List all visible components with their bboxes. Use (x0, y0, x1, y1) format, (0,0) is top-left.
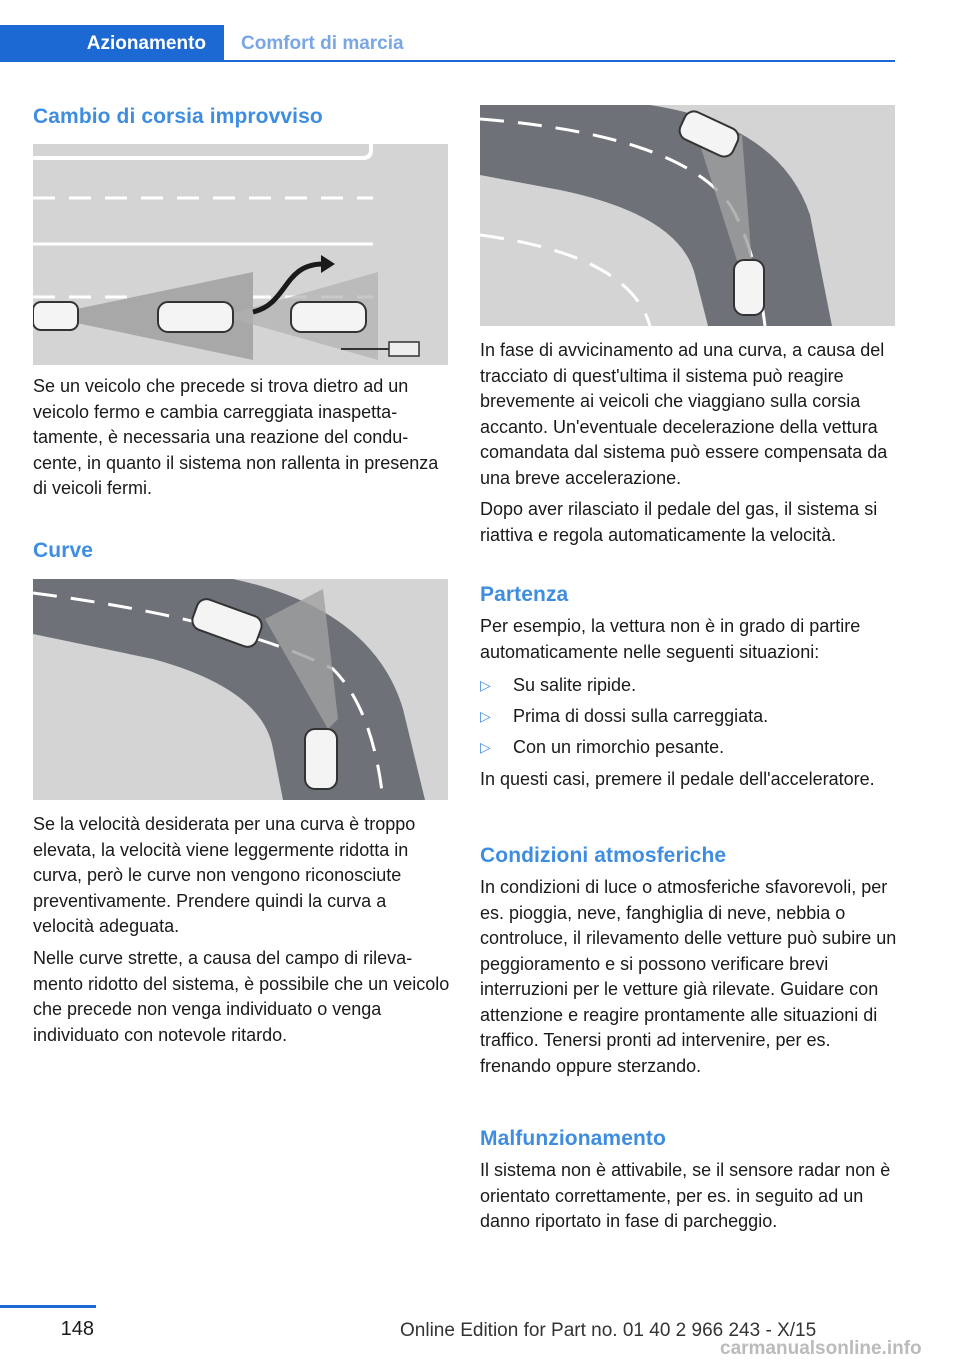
paragraph-curve-2: Nelle curve strette, a causa del campo di rilevamento ridotto del sistema, è possibile che un veicolo che precede non venga individuato o venga individuato con notevole ritardo. (33, 948, 450, 1045)
paragraph-cambio-corsia: Se un veicolo che precede si trova dietro ad un veicolo fermo e cambia carreggiata inaspettatamente, è necessaria una reazione del conducente, in quanto il sistema non rallenta in presenza di veicoli fermi. (33, 376, 439, 498)
paragraph-acceleratore: In questi casi, premere il pedale dell'acceleratore. (480, 769, 875, 789)
paragraph-malfunzionamento: Il sistema non è attivabile, se il sensore radar non è orientato correttamente, per es. in seguito ad un danno riportato in fase di parcheggio. (480, 1160, 891, 1231)
paragraph-pedale-gas: Dopo aver rilasciato il pedale del gas, il sistema si riattiva e regola automaticamente la velocità. (480, 499, 878, 545)
illustration-curve-left (33, 579, 448, 800)
tab-azionamento[interactable]: Azionamento (0, 25, 224, 62)
heading-curve: Curve (33, 539, 94, 562)
partenza-list (480, 673, 900, 766)
footer-divider (0, 1305, 96, 1308)
heading-partenza: Partenza (480, 583, 569, 606)
header-divider (224, 60, 895, 62)
illustration-curve-right (480, 105, 895, 326)
bullet-triangle-icon: ▷ (480, 677, 491, 693)
bullet-triangle-icon: ▷ (480, 708, 491, 724)
illustration-lane-change (33, 144, 448, 365)
bullet-triangle-icon: ▷ (480, 739, 491, 755)
heading-cambio-corsia: Cambio di corsia improvviso (33, 105, 323, 128)
list-item: ▷ Prima di dossi sulla carreggiata. (480, 704, 900, 730)
edition-text: Online Edition for Part no. 01 40 2 966 243 - X/15 (400, 1320, 817, 1341)
header (0, 25, 895, 63)
list-item: ▷ Con un rimorchio pesante. (480, 735, 900, 761)
paragraph-curve-1: Se la velocità desiderata per una curva è troppo elevata, la velocità viene leggermente ridotta in curva, però le curve non vengono riconosciute preventivamente. Prendere quindi la curva a velocità adeguata. (33, 814, 416, 936)
watermark: carmanualsonline.info (720, 1338, 922, 1359)
page-number: 148 (60, 1318, 94, 1340)
paragraph-condizioni: In condizioni di luce o atmosferiche sfavorevoli, per es. pioggia, neve, fanghiglia di neve, nebbia o controluce, il rilevamento delle vetture può subire un peggioramento e si possono verificare brevi interruzioni per le vetture già rilevate. Guidare con attenzione e reagire prontamente alle situazioni di traffico. Tenersi pronti ad intervenire, per es. frenando oppure sterzando. (480, 877, 897, 1076)
heading-malfunzionamento: Malfunzionamento (480, 1127, 666, 1150)
tab-comfort-di-marcia[interactable]: Comfort di marcia (241, 32, 404, 54)
list-item: ▷ Su salite ripide. (480, 673, 900, 699)
heading-condizioni-atmosferiche: Condizioni atmosferiche (480, 844, 727, 867)
paragraph-partenza: Per esempio, la vettura non è in grado di partire automaticamente nelle seguenti situazioni: (480, 616, 861, 662)
paragraph-avvicinamento: In fase di avvicinamento ad una curva, a causa del tracciato di quest'ultima il sistema può reagire brevemente ai veicoli che viaggiano sulla corsia accanto. Un'eventuale decelerazione della vettura comandata dal sistema può essere compensata da una breve accelerazione. (480, 340, 888, 488)
